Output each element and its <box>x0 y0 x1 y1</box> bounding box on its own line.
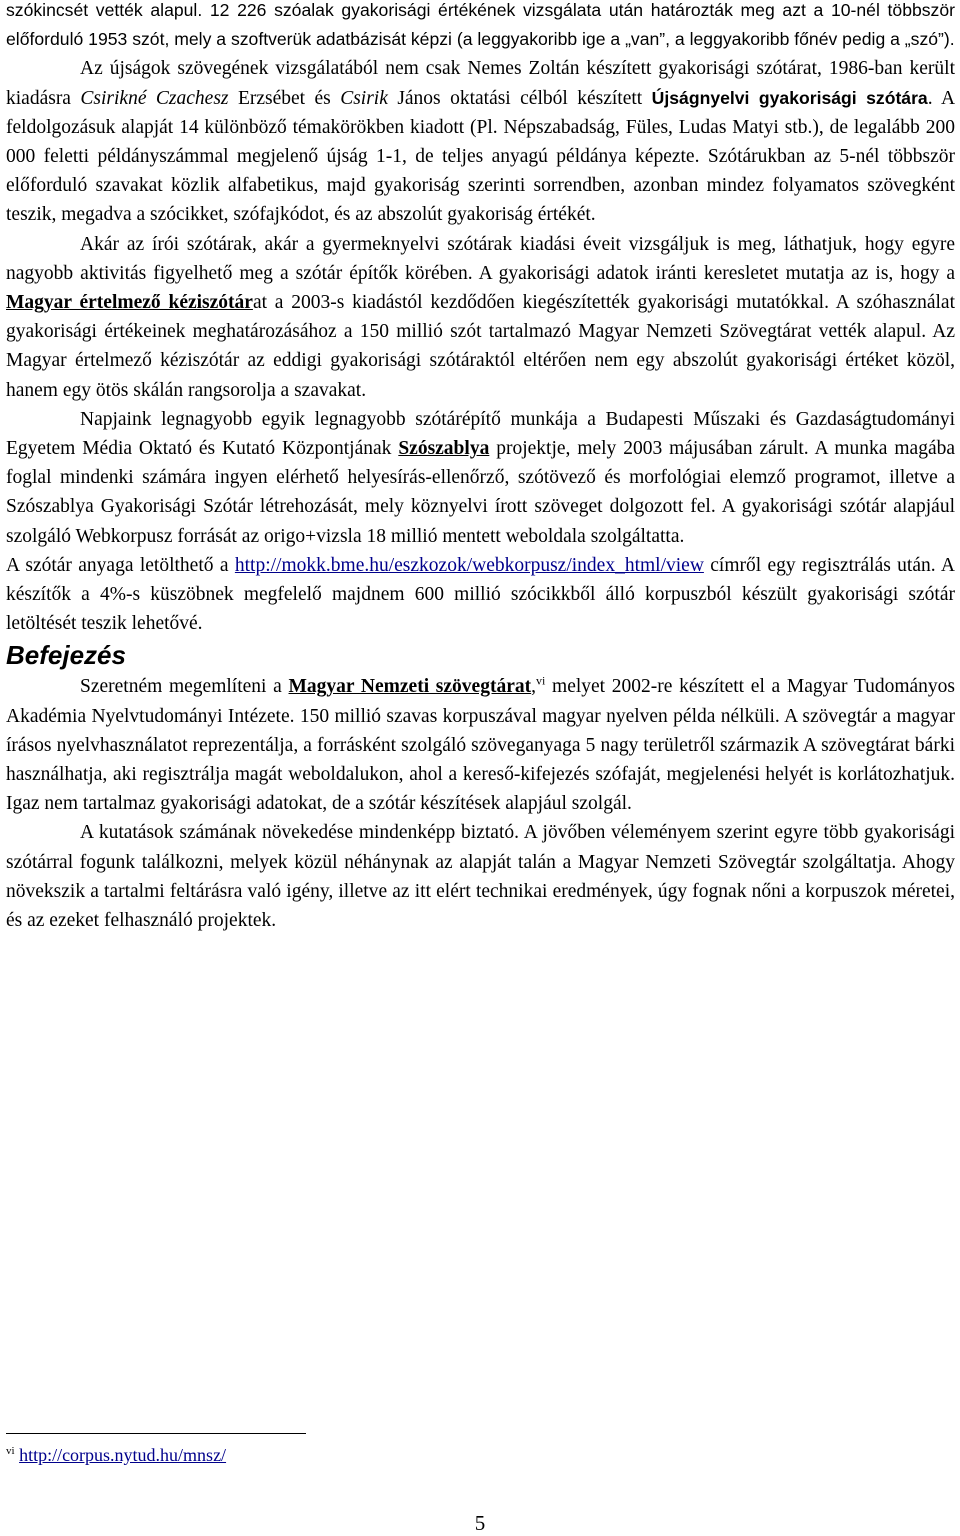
text-run: Akár az írói szótárak, akár a gyermeknyelvi szótárak kiadási éveit vizsgáljuk is meg, láthatjuk, hogy egyre nagyobb aktivitás figyelhető meg a szótár építők körében. A gyakorisági adatok iránti keresletet mutatja az is, hogy a <box>6 233 955 284</box>
text-run: . A feldolgozásuk alapját 14 különböző témakörökben kiadott (Pl. Népszabadság, Füles, Ludas Matyi stb.), de legalább 200 000 feletti példányszámmal megjelenő újság 1-1, de teljes anyagú példánya képezte. Szótárukban az 5-nél többször előforduló szavakat közlik alfabetikus, majd gyakoriság szerinti sorrendben, azonban mindez folyamatos szövegként teszik, megadva a szócikket, szófajkódot, és az abszolút gyakoriság értékét. <box>6 87 956 226</box>
text-run: címről egy regisztrálás után. A készítők a 4%-s küszöbnek megfelelő majdnem 600 millió szócikkből álló korpuszból készült gyakorisági szótár letöltését teszik lehetővé. <box>6 554 955 635</box>
paragraph-conclusion <box>6 818 955 935</box>
text-run: Erzsébet és <box>237 87 331 109</box>
paragraph-frequency-demand <box>6 230 955 405</box>
text-run: , <box>531 676 536 698</box>
author-name-italic: Csirikné Czachesz <box>80 87 229 109</box>
text-run: Szeretném megemlíteni a <box>80 676 282 698</box>
footnote-divider <box>6 1433 306 1434</box>
magyar-ertelmezo-link[interactable]: Magyar értelmező kéziszótár <box>6 292 253 314</box>
text-run: szókincsét vették alapul. 12 226 szóalak gyakorisági értékének vizsgálata után határozták meg azt a 10-nél többször előforduló 1953 szót, mely a szoftverük adatbázisát képzi (a leggyakoribb ige a „van”, a leggyakoribb főnév pedig a „szó”). <box>6 0 955 50</box>
text-run: at a 2003-s kiadástól kezdődően kiegészítették gyakorisági mutatókkal. A szóhasználat gyakorisági értékeinek meghatározásához a 150 millió szót tartalmazó Magyar Nemzeti Szövegtárat vették alapul. Az Magyar értelmező kéziszótár az eddigi gyakorisági szótáraktól eltérően nem egy abszolút gyakorisági értéket közöl, hanem egy ötös skálán rangsorolja a szavakat. <box>6 292 955 401</box>
dictionary-title-bold: Újságnyelvi gyakorisági szótára <box>651 87 928 108</box>
footnote-url-link[interactable]: http://corpus.nytud.hu/mnsz/ <box>19 1445 227 1465</box>
paragraph-mnsz <box>6 672 955 818</box>
text-run: Az újságok szövegének vizsgálatából nem csak Nemes Zoltán készített gyakorisági szótárat, 1986-ban került kiadásra <box>6 58 955 109</box>
paragraph-szoszablya <box>6 405 955 551</box>
paragraph-newspaper-dictionaries <box>6 54 955 229</box>
paragraph-intro <box>6 0 955 54</box>
section-heading: Befejezés <box>6 640 126 671</box>
szoszablya-link[interactable]: Szószablya <box>398 438 490 460</box>
text-run: Napjaink legnagyobb egyik legnagyobb szótárépítő munkája a Budapesti Műszaki és Gazdaságtudományi Egyetem Média Oktató és Kutató Központjának <box>6 408 955 460</box>
footnote <box>6 1444 226 1466</box>
mnsz-link[interactable]: Magyar Nemzeti szövegtárat <box>288 676 532 698</box>
text-run: melyet 2002-re készített el a Magyar Tudományos Akadémia Nyelvtudományi Intézete. 150 millió szavas korpuszával magyar nyelven példa nélküli. A szövegtár a magyar írásos nyelvhasználatot reprezentálja, a forrásként szolgáló szöveganyaga 5 nagy területről származik A szövegtárat bárki használhatja, aki regisztrálja magát weboldalukon, ahol a kereső-kifejezés szófaját, megjelenési helyét is korlátozhatjuk. Igaz nem tartalmaz gyakorisági adatokat, de a szótár készítések alapjául szolgál. <box>6 676 956 815</box>
footnote-mark: vi <box>6 1445 15 1457</box>
footnote-reference[interactable]: vi <box>535 673 546 688</box>
page-number: 5 <box>474 1511 486 1535</box>
text-run: A kutatások számának növekedése mindenképp biztató. A jövőben véleményem szerint egyre több gyakorisági szótárral fogunk találkozni, melyek közül néhánynak az alapját talán a Magyar Nemzeti Szövegtár szolgáltatja. Ahogy növekszik a tartalmi feltárásra való igény, illetve az itt elért technikai eredmények, úgy fognak nőni a korpuszok méretei, és az ezeket felhasználó projektek. <box>6 822 955 932</box>
webkorpusz-url-link[interactable]: http://mokk.bme.hu/eszkozok/webkorpusz/index_html/view <box>234 554 704 576</box>
text-run: János oktatási célból készített <box>397 87 643 109</box>
author-name-italic: Csirik <box>340 87 388 109</box>
text-run: A szótár anyaga letölthető a <box>6 554 229 576</box>
main-text-top <box>6 0 955 935</box>
text-run: projektje, mely 2003 májusában zárult. A munka magába foglal mindenki számára ingyen elérhető helyesírás-ellenőrző, szótövező és morfológiai elemző programot, illetve a Szószablya Gyakorisági Szótár létrehozását, mely köznyelvi írott szöveget dolgozott fel. A gyakorisági szótár alapjául szolgáló Webkorpusz forrását az origo+vizsla 18 millió mentett weboldala szolgáltatta. <box>6 438 956 547</box>
paragraph-download <box>6 551 955 639</box>
